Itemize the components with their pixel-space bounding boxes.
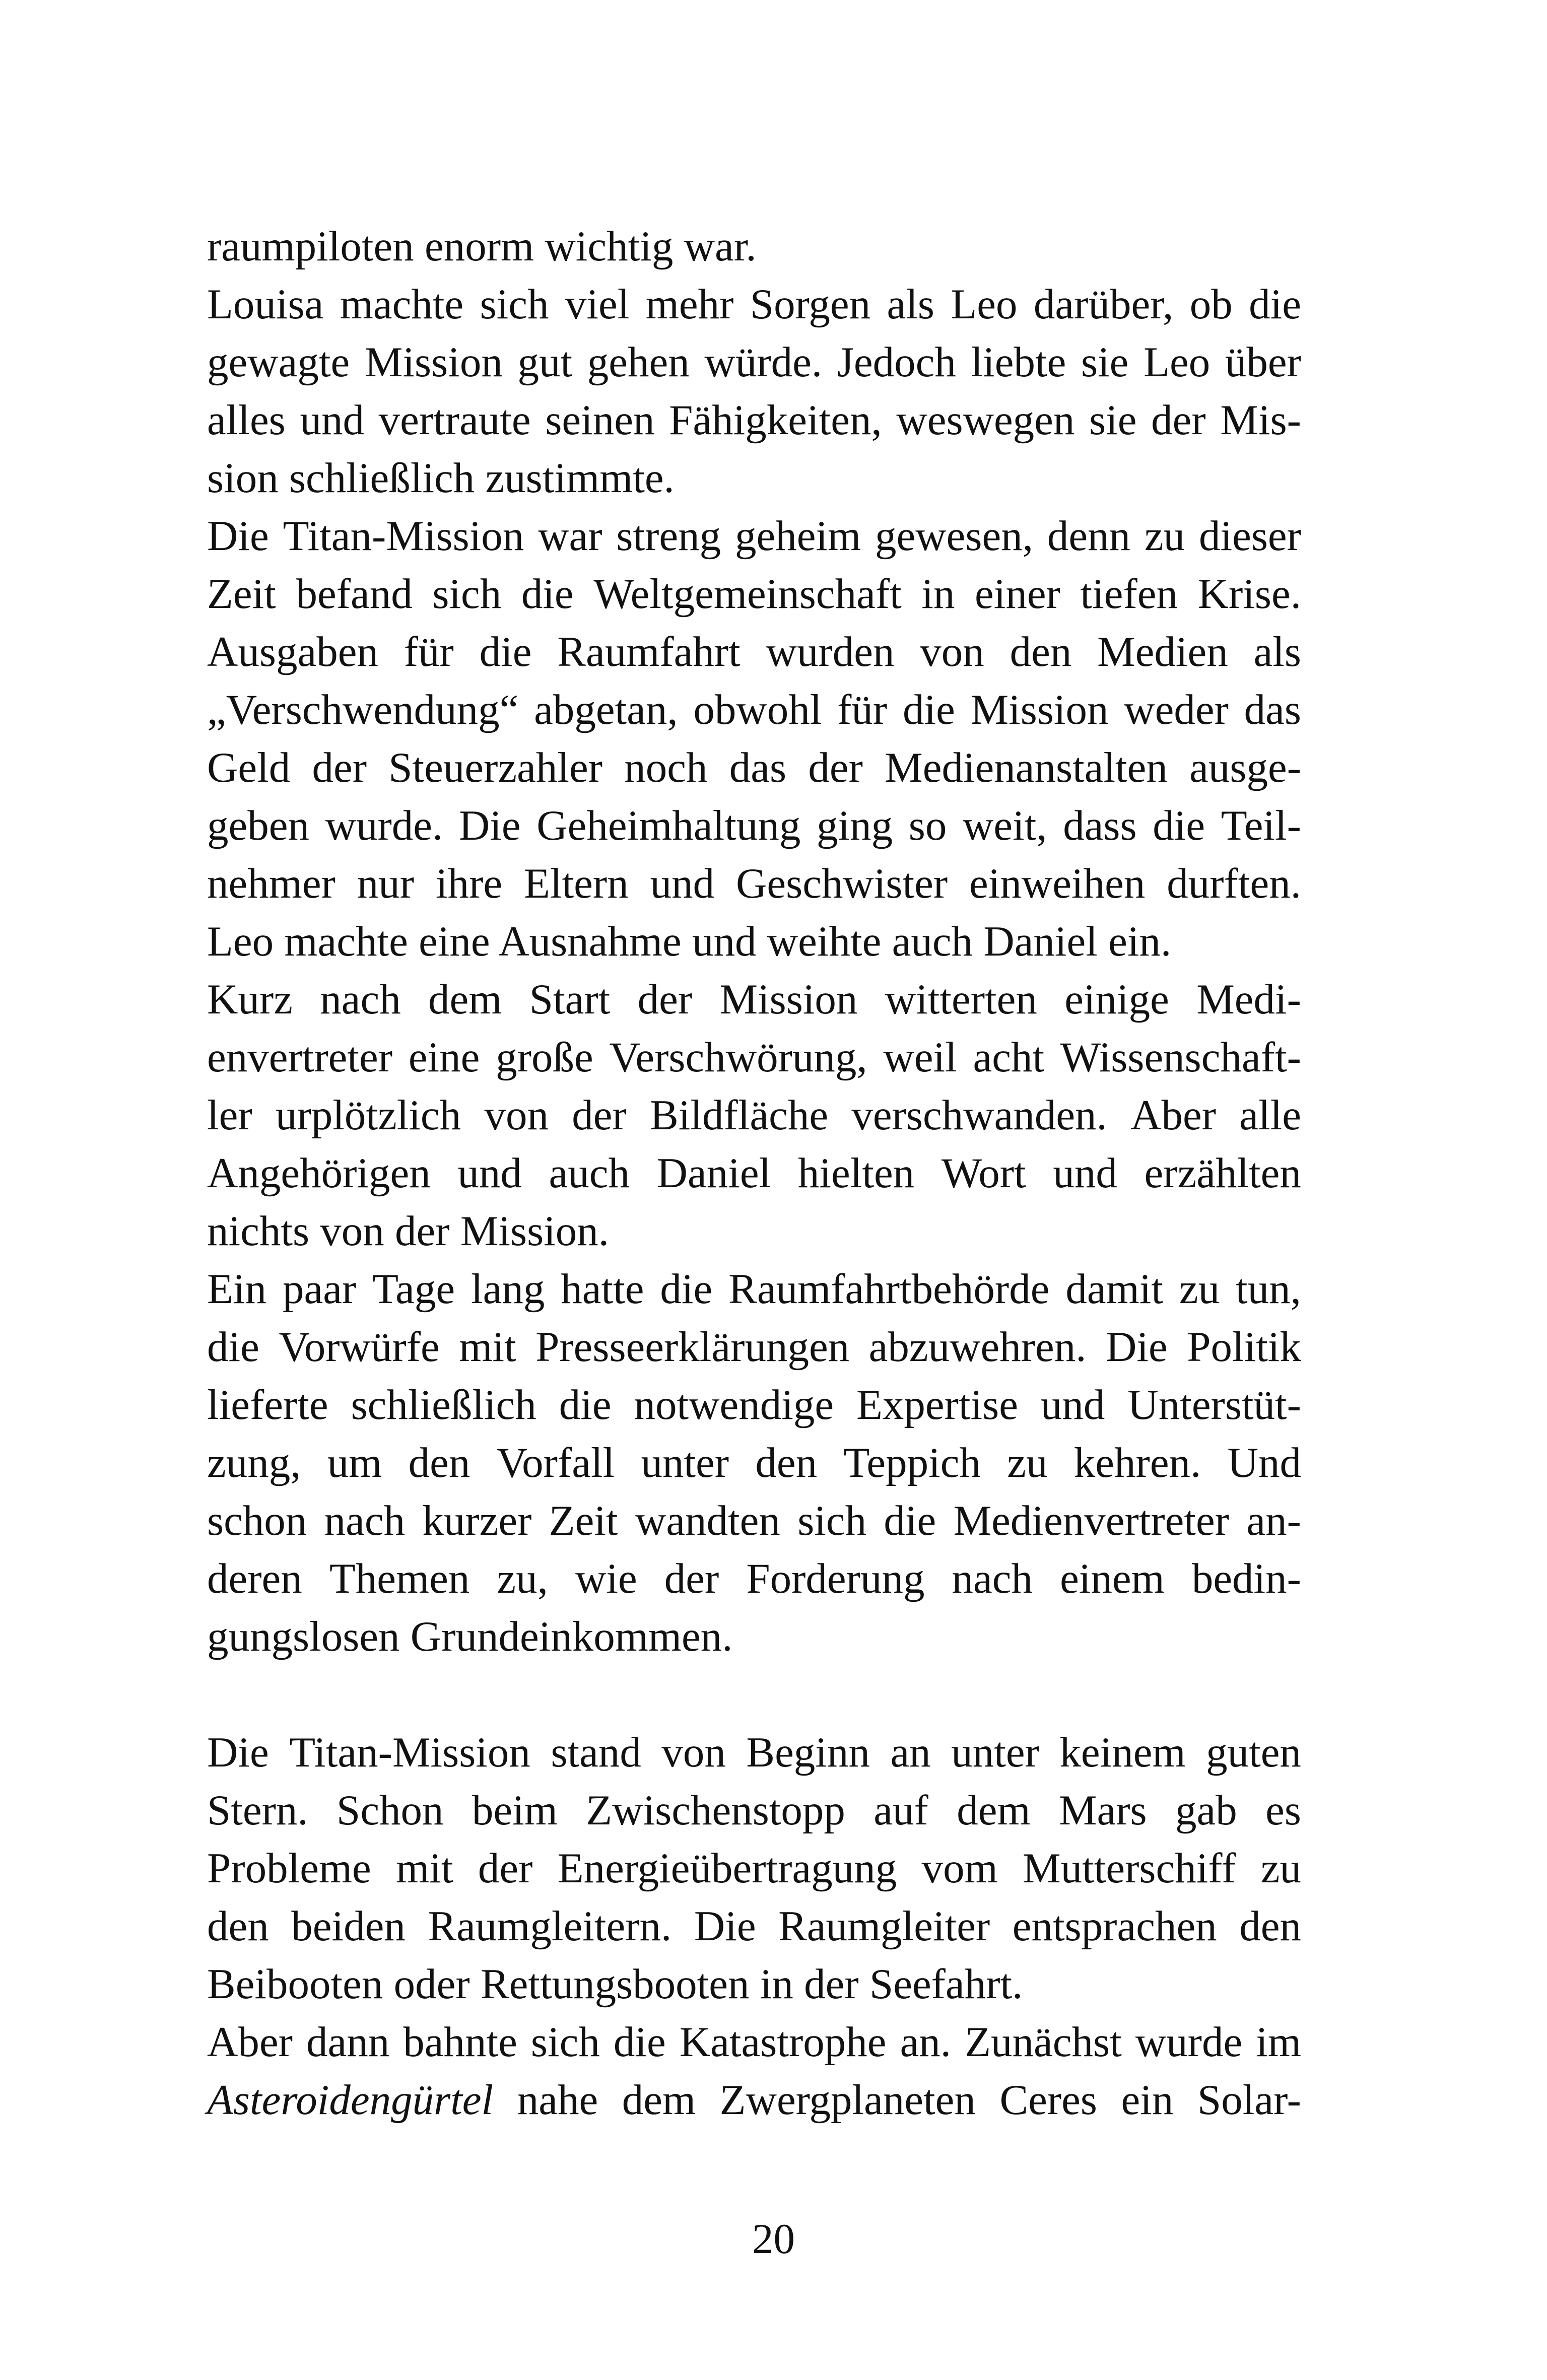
word: an. — [900, 2018, 952, 2066]
word: Stern. — [207, 1787, 308, 1834]
word: der — [1151, 396, 1206, 444]
word: acht — [973, 1034, 1045, 1081]
word: in — [760, 1960, 793, 2008]
word: weihte — [767, 918, 882, 965]
word: sion — [207, 454, 279, 502]
word: Daniel — [983, 918, 1098, 965]
word: Solar- — [1197, 2076, 1301, 2124]
word: der — [312, 744, 367, 791]
word: Und — [1227, 1439, 1301, 1486]
word: Die — [458, 802, 521, 849]
word: noch — [624, 744, 708, 791]
word: wurde — [1135, 2018, 1243, 2066]
word: gab — [1175, 1787, 1237, 1834]
word: nach — [952, 1555, 1033, 1602]
word: guten — [1206, 1729, 1301, 1776]
word: paar — [282, 1265, 357, 1313]
word: der — [572, 1092, 627, 1139]
word: Geheimhaltung — [536, 802, 801, 849]
word: sich — [530, 2018, 600, 2066]
word: gut — [517, 338, 573, 386]
word: große — [496, 1034, 593, 1081]
word: Unterstüt- — [1127, 1381, 1301, 1429]
text-line — [207, 1955, 1301, 2013]
word: war — [538, 512, 602, 560]
word: und — [1040, 1381, 1105, 1429]
word: über — [1225, 338, 1301, 386]
word: in — [921, 570, 955, 618]
word: Schon — [337, 1787, 444, 1834]
word: und — [650, 860, 715, 907]
word: vom — [921, 1845, 998, 1892]
word: schon — [207, 1497, 307, 1544]
emphasized-word: Asteroidengürtel — [207, 2076, 494, 2124]
word: schließlich — [351, 1381, 536, 1429]
word: an — [890, 1729, 931, 1776]
word: Daniel — [656, 1149, 771, 1197]
text-line — [207, 1202, 1301, 1260]
word: Medien — [1097, 628, 1228, 675]
word: envertreter — [207, 1034, 393, 1081]
word: nach — [320, 976, 401, 1023]
word: so — [908, 802, 947, 849]
text-line — [207, 1260, 1301, 1318]
word: lieferte — [207, 1381, 328, 1429]
word: geheim — [735, 512, 861, 560]
word: sich — [432, 570, 502, 618]
word: auch — [892, 918, 973, 965]
text-line — [207, 913, 1301, 971]
text-line — [207, 276, 1301, 333]
word: durften. — [1167, 860, 1301, 907]
word: Die — [207, 512, 269, 560]
word: von — [320, 1207, 384, 1255]
word: auch — [549, 1149, 630, 1197]
text-line — [207, 1724, 1301, 1782]
word: unter — [641, 1439, 729, 1486]
word: es — [1265, 1787, 1301, 1834]
word: Beginn — [746, 1729, 870, 1776]
word: wandten — [635, 1497, 780, 1544]
word: ging — [816, 802, 893, 849]
word: Vorwürfe — [279, 1323, 440, 1371]
word: viel — [565, 281, 630, 328]
text-line — [207, 623, 1301, 681]
word: weder — [1124, 686, 1229, 733]
word: für — [837, 686, 888, 733]
word: Politik — [1187, 1323, 1301, 1371]
word: gewesen, — [875, 512, 1033, 560]
word: die — [207, 1323, 259, 1371]
text-line — [207, 739, 1301, 797]
word: die — [902, 686, 955, 733]
word: Fähigkeiten, — [669, 396, 882, 444]
word: von — [920, 628, 984, 675]
word: zu, — [497, 1555, 548, 1602]
text-line — [207, 855, 1301, 913]
word: Die — [1105, 1323, 1168, 1371]
word: der — [804, 1960, 859, 2008]
word: Medi- — [1196, 976, 1301, 1023]
word: Mission. — [460, 1207, 610, 1255]
word: entsprachen — [1012, 1902, 1217, 1950]
word: sich — [797, 1497, 867, 1544]
word: Eltern — [524, 860, 629, 907]
text-line — [207, 1782, 1301, 1840]
word: tiefen — [1080, 570, 1178, 618]
word: Kurz — [207, 976, 293, 1023]
word: ler — [207, 1092, 252, 1139]
word: Steuerzahler — [388, 744, 603, 791]
word: Medienanstalten — [885, 744, 1168, 791]
word: die — [521, 570, 574, 618]
word: Katastrophe — [679, 2018, 887, 2066]
word: Raumgleiter — [778, 1902, 990, 1950]
word: beim — [472, 1787, 558, 1834]
word: Presseerklärungen — [535, 1323, 850, 1371]
word: dem — [957, 1787, 1031, 1834]
word: weswegen — [896, 396, 1075, 444]
word: enorm — [424, 223, 534, 270]
word: Geschwister — [736, 860, 948, 907]
word: ob — [1189, 281, 1233, 328]
text-line — [207, 1376, 1301, 1434]
word: Weltgemeinschaft — [593, 570, 902, 618]
word: nach — [324, 1497, 406, 1544]
word: Start — [529, 976, 611, 1023]
word: wichtig — [545, 223, 674, 270]
word: den — [1239, 1902, 1301, 1950]
word: nichts — [207, 1207, 310, 1255]
word: beiden — [291, 1902, 406, 1950]
word: Mars — [1058, 1787, 1147, 1834]
word: erzählten — [1144, 1149, 1301, 1197]
word: den — [1010, 628, 1072, 675]
text-line — [207, 333, 1301, 391]
word: die — [1249, 281, 1301, 328]
word: zu — [1144, 512, 1185, 560]
word: Titan-Mission — [289, 1729, 530, 1776]
body-text — [207, 218, 1301, 2129]
word: hielten — [797, 1149, 915, 1197]
word: dem — [428, 976, 502, 1023]
word: von — [484, 1092, 549, 1139]
word: notwendige — [634, 1381, 834, 1429]
word: alles — [207, 396, 286, 444]
word: Themen — [329, 1555, 470, 1602]
word: den — [755, 1439, 818, 1486]
word: streng — [616, 512, 721, 560]
word: ihre — [435, 860, 503, 907]
word: Leo — [1144, 338, 1210, 386]
word: Aber — [1130, 1092, 1217, 1139]
word: damit — [1065, 1265, 1163, 1313]
word: kurzer — [422, 1497, 532, 1544]
word: weil — [883, 1034, 957, 1081]
word: für — [403, 628, 454, 675]
word: Ein — [207, 1265, 267, 1313]
word: Vorfall — [496, 1439, 615, 1486]
word: Mis- — [1220, 396, 1301, 444]
word: abzuwehren. — [868, 1323, 1087, 1371]
word: Mission — [364, 338, 503, 386]
text-line — [207, 391, 1301, 449]
word: obwohl — [693, 686, 822, 733]
text-line — [207, 1029, 1301, 1086]
word: die — [660, 1265, 713, 1313]
word: ein. — [1108, 918, 1172, 965]
word: oder — [393, 1960, 470, 2008]
word: witterten — [885, 976, 1037, 1023]
word: Forderung — [746, 1555, 925, 1602]
word: einer — [975, 570, 1060, 618]
paragraph-gap — [207, 1666, 1301, 1724]
word: „Verschwendung“ — [207, 686, 519, 733]
word: das — [729, 744, 787, 791]
word: mit — [459, 1323, 516, 1371]
word: deren — [207, 1555, 302, 1602]
word: wie — [575, 1555, 637, 1602]
word: das — [1244, 686, 1301, 733]
word: Zwergplaneten — [719, 2076, 976, 2124]
word: unter — [951, 1729, 1039, 1776]
word: machte — [340, 281, 464, 328]
word: die — [479, 628, 532, 675]
word: raumpiloten — [207, 223, 414, 270]
word: Expertise — [856, 1381, 1018, 1429]
word: war. — [684, 223, 757, 270]
word: Energieübertragung — [557, 1845, 897, 1892]
word: Louisa — [207, 281, 324, 328]
word: gewagte — [207, 338, 350, 386]
word: an- — [1246, 1497, 1301, 1544]
word: Probleme — [207, 1845, 371, 1892]
word: Titan-Mission — [283, 512, 524, 560]
word: verschwanden. — [851, 1092, 1107, 1139]
word: Wissenschaft- — [1060, 1034, 1301, 1081]
word: Die — [694, 1902, 756, 1950]
word: die — [884, 1497, 936, 1544]
word: Ceres — [999, 2076, 1097, 2124]
word: Krise. — [1197, 570, 1301, 618]
page-number: 20 — [752, 2215, 795, 2263]
word: bedin- — [1191, 1555, 1301, 1602]
word: denn — [1047, 512, 1131, 560]
word: Sorgen — [750, 281, 871, 328]
word: mit — [396, 1845, 453, 1892]
word: einem — [1060, 1555, 1165, 1602]
word: der — [808, 744, 863, 791]
word: darüber, — [1033, 281, 1174, 328]
word: dass — [1063, 802, 1137, 849]
word: hatte — [561, 1265, 644, 1313]
word: Leo — [207, 918, 274, 965]
word: Grundeinkommen. — [410, 1613, 733, 1660]
word: Zwischenstopp — [586, 1787, 845, 1834]
word: geben — [207, 802, 309, 849]
word: ein — [1121, 2076, 1174, 2124]
word: einige — [1064, 976, 1169, 1023]
word: tun, — [1236, 1265, 1301, 1313]
word: der — [395, 1207, 450, 1255]
word: den — [207, 1902, 269, 1950]
word: die — [1153, 802, 1205, 849]
word: Zeit — [207, 570, 276, 618]
text-line — [207, 1492, 1301, 1550]
word: eine — [408, 1034, 480, 1081]
word: und — [457, 1149, 522, 1197]
text-line — [207, 565, 1301, 623]
text-line — [207, 1434, 1301, 1492]
word: zu — [1007, 1439, 1048, 1486]
word: Raumgleitern. — [428, 1902, 672, 1950]
word: Zeit — [549, 1497, 618, 1544]
word: Medienvertreter — [953, 1497, 1230, 1544]
word: den — [408, 1439, 470, 1486]
word: mehr — [645, 281, 734, 328]
word: Die — [207, 1729, 269, 1776]
word: zu — [1260, 1845, 1301, 1892]
word: als — [1253, 628, 1301, 675]
word: nahe — [517, 2076, 598, 2124]
word: nehmer — [207, 860, 335, 907]
word: sie — [1081, 338, 1129, 386]
word: als — [887, 281, 934, 328]
word: wurden — [766, 628, 895, 675]
word: Wort — [941, 1149, 1026, 1197]
word: würde. — [704, 338, 823, 386]
word: alle — [1239, 1092, 1301, 1139]
word: zung, — [207, 1439, 301, 1486]
text-line — [207, 681, 1301, 739]
word: gungslosen — [207, 1613, 400, 1660]
word: sich — [480, 281, 549, 328]
word: der — [637, 976, 693, 1023]
text-line — [207, 1144, 1301, 1202]
word: dieser — [1199, 512, 1301, 560]
word: lang — [471, 1265, 545, 1313]
word: Mutterschiff — [1023, 1845, 1236, 1892]
word: abgetan, — [534, 686, 678, 733]
word: Ausgaben — [207, 628, 378, 675]
word: keinem — [1059, 1729, 1186, 1776]
word: Aber — [207, 2018, 293, 2066]
word: Tage — [372, 1265, 455, 1313]
text-line — [207, 1840, 1301, 1897]
text-line — [207, 449, 1301, 507]
word: vertraute — [378, 396, 531, 444]
word: machte — [284, 918, 408, 965]
text-line — [207, 1318, 1301, 1376]
word: schließlich — [289, 454, 475, 502]
word: einweihen — [969, 860, 1146, 907]
word: die — [613, 2018, 666, 2066]
word: um — [327, 1439, 382, 1486]
word: gehen — [587, 338, 690, 386]
word: dann — [306, 2018, 390, 2066]
word: Angehörigen — [207, 1149, 431, 1197]
word: der — [664, 1555, 719, 1602]
text-line — [207, 1897, 1301, 1955]
word: urplötzlich — [275, 1092, 461, 1139]
word: zustimmte. — [485, 454, 675, 502]
word: stand — [551, 1729, 641, 1776]
word: Mission — [970, 686, 1109, 733]
word: Teppich — [843, 1439, 981, 1486]
word: Seefahrt. — [869, 1960, 1023, 2008]
text-line — [207, 218, 1301, 276]
word: befand — [296, 570, 413, 618]
text-line — [207, 507, 1301, 565]
text-line — [207, 797, 1301, 855]
word: Raumfahrtbehörde — [728, 1265, 1050, 1313]
text-line — [207, 1608, 1301, 1666]
word: zu — [1179, 1265, 1220, 1313]
word: Leo — [951, 281, 1018, 328]
word: Jedoch — [837, 338, 956, 386]
word: kehren. — [1073, 1439, 1201, 1486]
word: Beibooten — [207, 1960, 383, 2008]
word: auf — [873, 1787, 928, 1834]
word: Mission — [719, 976, 858, 1023]
word: von — [661, 1729, 726, 1776]
text-line — [207, 2013, 1301, 2071]
word: Bildfläche — [650, 1092, 829, 1139]
word: bahnte — [403, 2018, 517, 2066]
text-line — [207, 1550, 1301, 1608]
word: im — [1256, 2018, 1301, 2066]
text-line — [207, 2071, 1301, 2129]
word: Teil- — [1221, 802, 1301, 849]
word: die — [559, 1381, 612, 1429]
word: und — [300, 396, 364, 444]
word: und — [692, 918, 757, 965]
word: seinen — [545, 396, 655, 444]
word: Rettungsbooten — [480, 1960, 750, 2008]
word: Zunächst — [965, 2018, 1122, 2066]
word: Raumfahrt — [557, 628, 741, 675]
word: der — [478, 1845, 533, 1892]
word: eine — [419, 918, 490, 965]
word: nur — [357, 860, 415, 907]
word: Geld — [207, 744, 291, 791]
word: liebte — [971, 338, 1066, 386]
word: weit, — [962, 802, 1047, 849]
word: ausge- — [1189, 744, 1301, 791]
word: dem — [622, 2076, 696, 2124]
word: sie — [1089, 396, 1137, 444]
text-line — [207, 1086, 1301, 1144]
word: wurde. — [325, 802, 443, 849]
text-line — [207, 971, 1301, 1029]
word: und — [1053, 1149, 1117, 1197]
word: Verschwörung, — [609, 1034, 867, 1081]
word: Ausnahme — [498, 918, 682, 965]
